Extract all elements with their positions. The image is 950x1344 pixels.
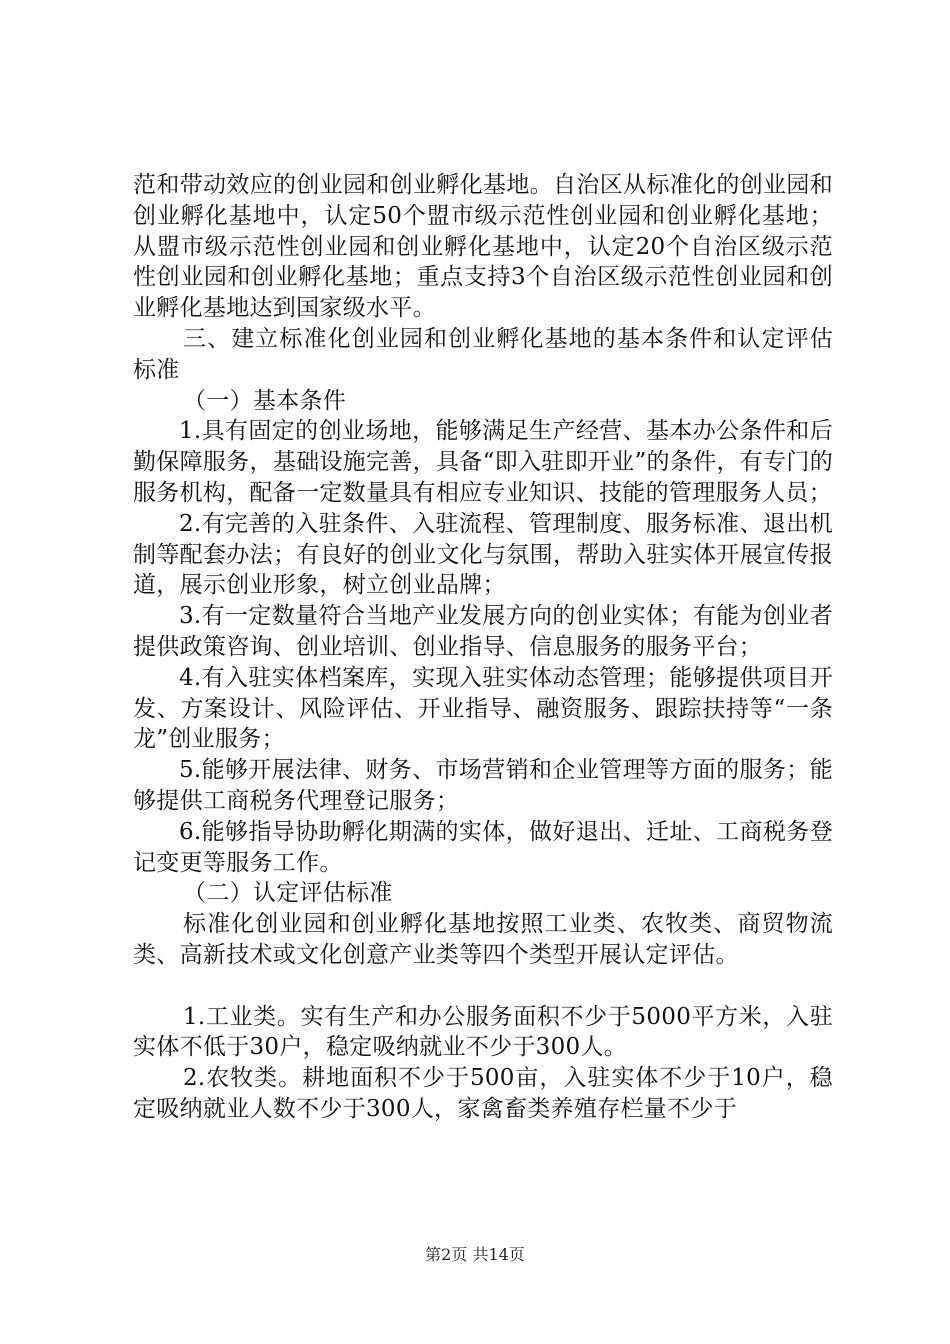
subsection-heading-evaluation-standards: （二）认定评估标准: [183, 880, 393, 907]
condition-item-1: 1.具有固定的创业场地，能够满足生产经营、基本办公条件和后勤保障服务，基础设施完善，具备“即入驻即开业”的条件，有专门的服务机构，配备一定数量具有相应专业知识、技能的管理服务人员；: [133, 418, 833, 506]
condition-item-2: 2.有完善的入驻条件、入驻流程、管理制度、服务标准、退出机制等配套办法；有良好的创业文化与氛围，帮助入驻实体开展宣传报道，展示创业形象，树立创业品牌；: [133, 510, 833, 599]
standard-item-agricultural: 2.农牧类。耕地面积不少于500亩，入驻实体不少于10户，稳定吸纳就业人数不少于300人，家禽畜类养殖存栏量不少于: [133, 1065, 833, 1122]
standards-intro-paragraph: 标准化创业园和创业孵化基地按照工业类、农牧类、商贸物流类、高新技术或文化创意产业类等四个类型开展认定评估。: [133, 911, 833, 968]
blank-line: [133, 971, 833, 1002]
document-body: [133, 170, 833, 1125]
condition-item-4: 4.有入驻实体档案库，实现入驻实体动态管理；能够提供项目开发、方案设计、风险评估、开业指导、融资服务、跟踪扶持等“一条龙”创业服务；: [133, 664, 833, 753]
condition-item-6: 6.能够指导协助孵化期满的实体，做好退出、迁址、工商税务登记变更等服务工作。: [133, 818, 833, 876]
page-footer: 第2页 共14页: [425, 1245, 525, 1264]
condition-item-3: 3.有一定数量符合当地产业发展方向的创业实体；有能为创业者提供政策咨询、创业培训、创业指导、信息服务的服务平台；: [133, 603, 833, 660]
standard-item-industrial: 1.工业类。实有生产和办公服务面积不少于5000平方米，入驻实体不低于30户，稳定吸纳就业不少于300人。: [133, 1003, 833, 1061]
condition-item-5: 5.能够开展法律、财务、市场营销和企业管理等方面的服务；能够提供工商税务代理登记服务；: [133, 757, 833, 814]
paragraph-continuation: 范和带动效应的创业园和创业孵化基地。自治区从标准化的创业园和创业孵化基地中，认定50个盟市级示范性创业园和创业孵化基地；从盟市级示范性创业园和创业孵化基地中，认定20个自治区级示范性创业园和创业孵化基地；重点支持3个自治区级示范性创业园和创业孵化基地达到国家级水平。: [133, 172, 833, 322]
section-heading-3: 三、建立标准化创业园和创业孵化基地的基本条件和认定评估标准: [133, 325, 833, 383]
subsection-heading-basic-conditions: （一）基本条件: [183, 387, 347, 414]
